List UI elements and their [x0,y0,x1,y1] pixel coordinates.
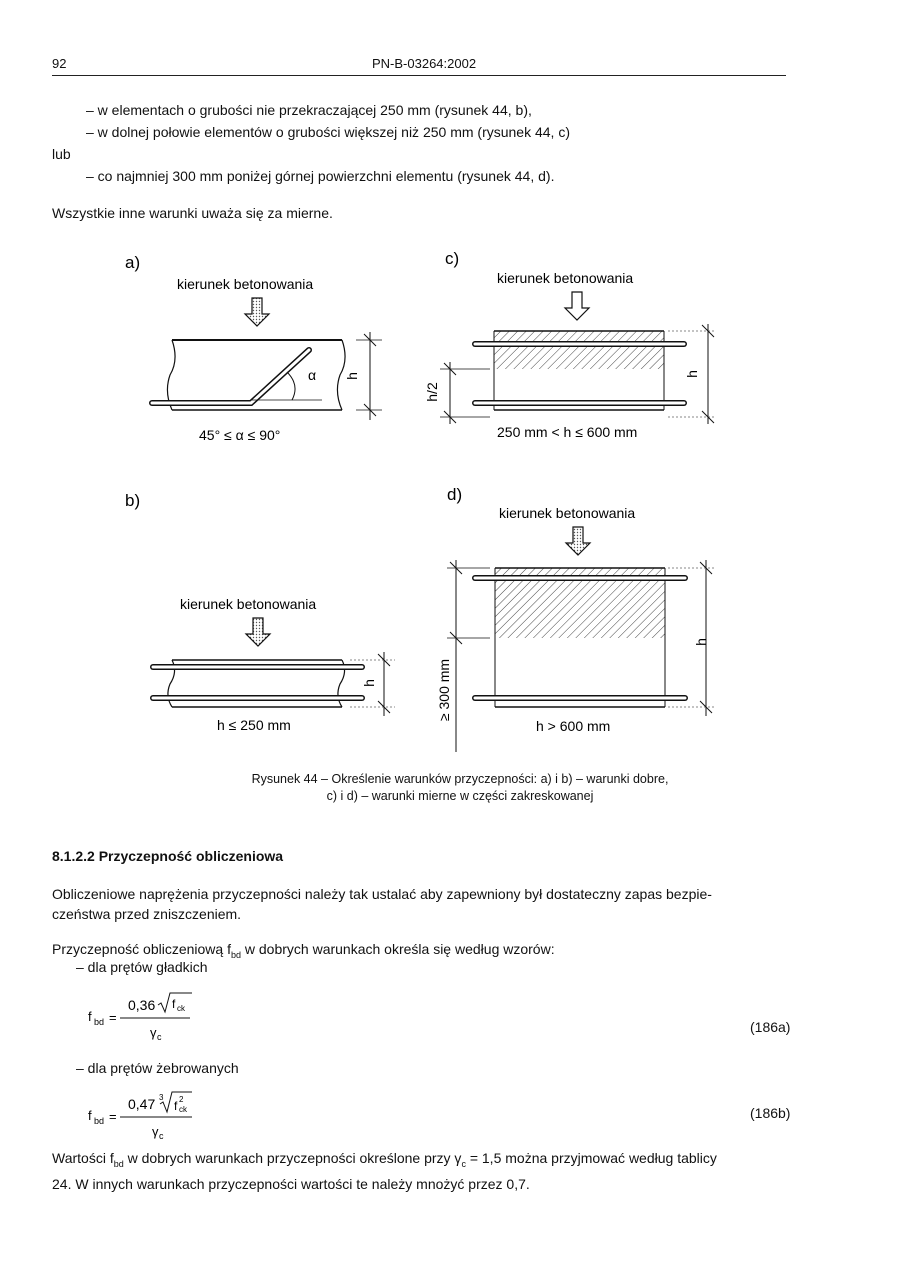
diagram-a [125,253,382,443]
or-word: lub [52,146,71,162]
pour-arrow-d [566,527,590,555]
standard-code: PN-B-03264:2002 [372,56,477,71]
header-rule [52,75,786,76]
pour-arrow-b [246,618,270,646]
condition-a: 45° ≤ α ≤ 90° [199,427,281,443]
diagram-c [424,249,716,440]
svg-text:=: = [109,1109,117,1124]
dim-h-d: h [693,638,709,646]
paragraph-fbd-intro: Przyczepność obliczeniową $f_{bd}$ w dobrych warunkach określa się według wzorów: [52,941,555,960]
label-a: a) [125,253,141,272]
other-conditions-text: Wszystkie inne warunki uważa się za mierne. [52,205,333,221]
case-ribbed-bars: – dla prętów żebrowanych [76,1060,239,1076]
eq-number-186b: (186b) [750,1105,791,1121]
label-d: d) [447,485,463,504]
angle-alpha: α [308,367,317,383]
eq1-den-sub: c [157,1032,162,1042]
condition-c: 250 mm < h ≤ 600 mm [497,424,638,440]
eq2-coef: 0,47 [128,1096,156,1112]
section-title: 8.1.2.2 Przyczepność obliczeniowa [52,848,284,864]
dim-h-c: h [684,370,700,378]
pour-arrow-a [245,298,269,326]
svg-text:=: = [109,1010,117,1025]
hatched-zone-c [494,331,664,369]
eq1-lhs-sub: bd [94,1017,105,1027]
eq2-root-index: 3 [159,1093,164,1102]
paragraph-safety-line-1: Obliczeniowe naprężenia przyczepności należy tak ustalać aby zapewniony był dostateczny zapas bezpie- [52,886,712,902]
dim-depth-d: ≥ 300 mm [436,658,452,722]
eq1-arg: f [172,997,176,1011]
eq2-arg-sub: ck [179,1105,187,1114]
bullet-lower-half: – w dolnej połowie elementów o grubości większej niż 250 mm (rysunek 44, c) [86,124,570,140]
condition-b: h ≤ 250 mm [217,717,291,733]
bullet-thin-elements: – w elementach o grubości nie przekraczającej 250 mm (rysunek 44, b), [86,102,532,118]
paragraph-values [52,1148,717,1194]
dim-half-h-c: h/2 [424,382,440,402]
eq1-den: γ [150,1025,157,1040]
paragraph-safety-line-2: czeństwa przed zniszczeniem. [52,906,242,922]
eq1-lhs: f [88,1009,92,1024]
eq2-den: γ [152,1124,159,1139]
eq1-arg-sub: ck [177,1004,185,1013]
eq1-coef: 0,36 [128,997,156,1013]
equation-186a [80,990,220,1050]
eq2-lhs: f [88,1108,92,1123]
eq2-arg-sup: 2 [179,1095,184,1104]
direction-label-c: kierunek betonowania [497,270,634,286]
eq2-arg: f [174,1099,178,1113]
paragraph-safety [52,884,712,924]
eq2-den-sub: c [159,1131,164,1141]
direction-label-a: kierunek betonowania [177,276,314,292]
condition-d: h > 600 mm [536,718,611,734]
equation-186b [80,1090,220,1150]
page-number: 92 [52,56,67,71]
label-c: c) [445,249,460,268]
label-b: b) [125,491,141,510]
dim-h-b: h [361,679,377,687]
direction-label-b: kierunek betonowania [180,596,317,612]
direction-label-d: kierunek betonowania [499,505,636,521]
figure-caption [150,771,770,805]
case-smooth-bars: – dla prętów gładkich [76,959,208,975]
diagram-d [436,485,714,752]
dim-h-a: h [344,372,360,380]
eq-number-186a: (186a) [750,1019,791,1035]
paragraph-values-line-1: Wartości $f_{bd}$ w dobrych warunkach przyczepności określone przy $\gamma_c = 1,5$ można przyjmować według tablicy [52,1150,717,1169]
figure-44 [0,240,920,760]
pour-arrow-c [565,292,589,320]
caption-line-2: c) i d) – warunki mierne w części zakreskowanej [326,789,594,803]
paragraph-values-line-2: 24. W innych warunkach przyczepności wartości te należy mnożyć przez 0,7. [52,1175,530,1192]
caption-line-1: Rysunek 44 – Określenie warunków przyczepności: a) i b) – warunki dobre, [251,772,669,786]
bullet-300mm-below: – co najmniej 300 mm poniżej górnej powierzchni elementu (rysunek 44, d). [86,168,555,184]
eq2-lhs-sub: bd [94,1116,105,1126]
diagram-b [125,491,395,733]
